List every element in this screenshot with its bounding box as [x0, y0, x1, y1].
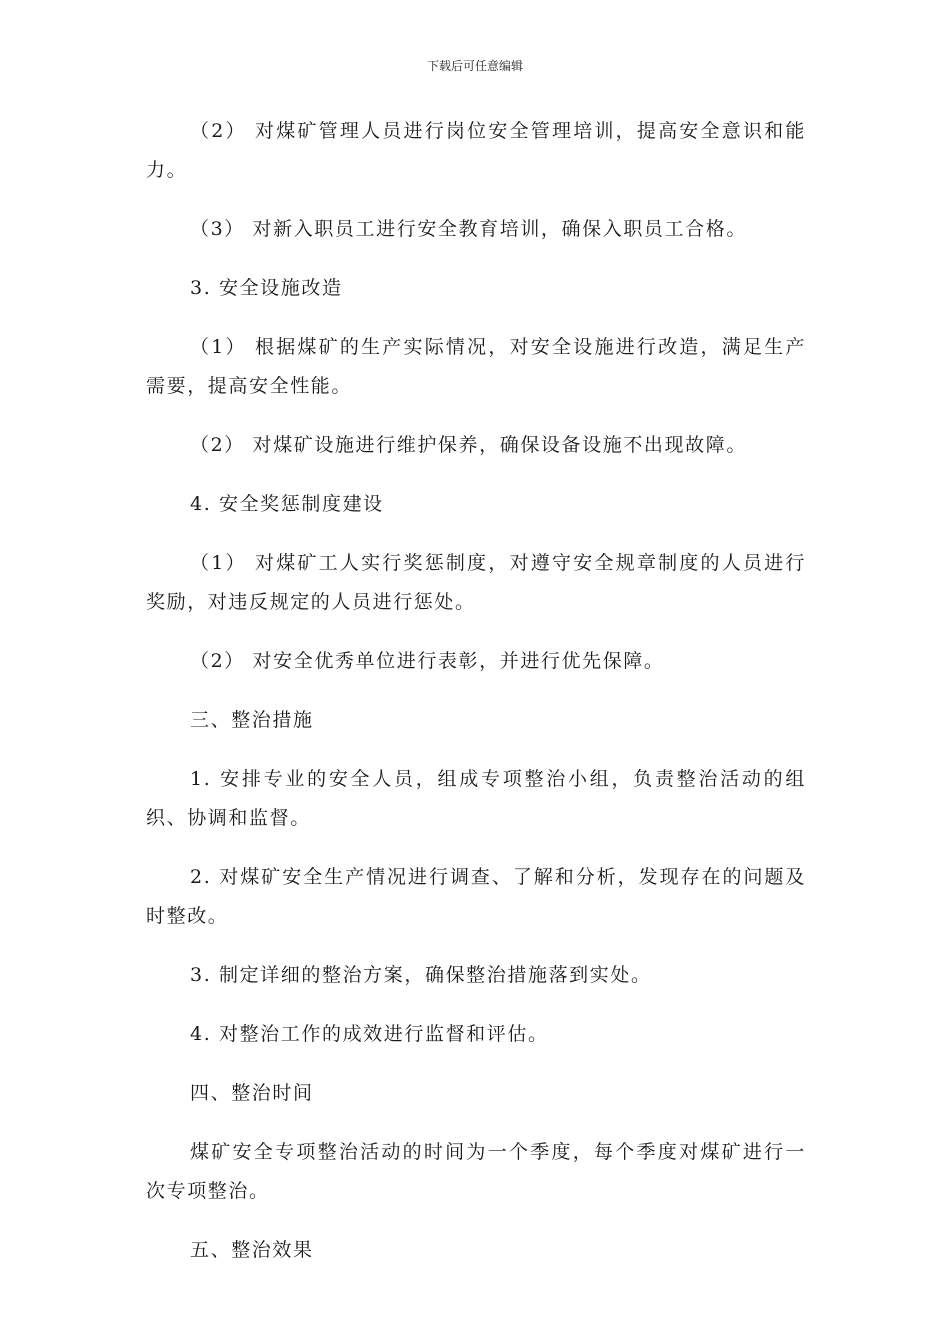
- document-body: [146, 112, 806, 1290]
- chapter-heading-effects: 五、整治效果: [190, 1239, 314, 1261]
- chapter-heading-measures: 三、整治措施: [190, 709, 314, 731]
- paragraph-training-managers: （2） 对煤矿管理人员进行岗位安全管理培训，提高安全意识和能力。: [146, 120, 806, 181]
- chapter-heading-schedule: 四、整治时间: [190, 1082, 314, 1104]
- paragraph-reward-penalty-system: （1） 对煤矿工人实行奖惩制度，对遵守安全规章制度的人员进行奖励，对违反规定的人员进行惩处。: [146, 552, 806, 613]
- paragraph-training-new-staff: （3） 对新入职员工进行安全教育培训，确保入职员工合格。: [190, 218, 747, 240]
- paragraph-facility-maintenance: （2） 对煤矿设施进行维护保养，确保设备设施不出现故障。: [190, 434, 747, 456]
- paragraph-schedule: 煤矿安全专项整治活动的时间为一个季度，每个季度对煤矿进行一次专项整治。: [146, 1141, 806, 1202]
- paragraph-commend-units: （2） 对安全优秀单位进行表彰，并进行优先保障。: [190, 650, 665, 672]
- paragraph-measure-investigation: 2. 对煤矿安全生产情况进行调查、了解和分析，发现存在的问题及时整改。: [146, 866, 806, 927]
- section-heading-facility-upgrade: 3. 安全设施改造: [190, 277, 343, 299]
- paragraph-measure-evaluation: 4. 对整治工作的成效进行监督和评估。: [190, 1023, 549, 1045]
- paragraph-facility-renovation: （1） 根据煤矿的生产实际情况，对安全设施进行改造，满足生产需要，提高安全性能。: [146, 336, 806, 397]
- paragraph-measure-team: 1. 安排专业的安全人员，组成专项整治小组，负责整治活动的组织、协调和监督。: [146, 768, 806, 829]
- paragraph-measure-plan: 3. 制定详细的整治方案，确保整治措施落到实处。: [190, 964, 652, 986]
- section-heading-reward-penalty: 4. 安全奖惩制度建设: [190, 493, 384, 515]
- header-note: 下载后可任意编辑: [426, 59, 523, 73]
